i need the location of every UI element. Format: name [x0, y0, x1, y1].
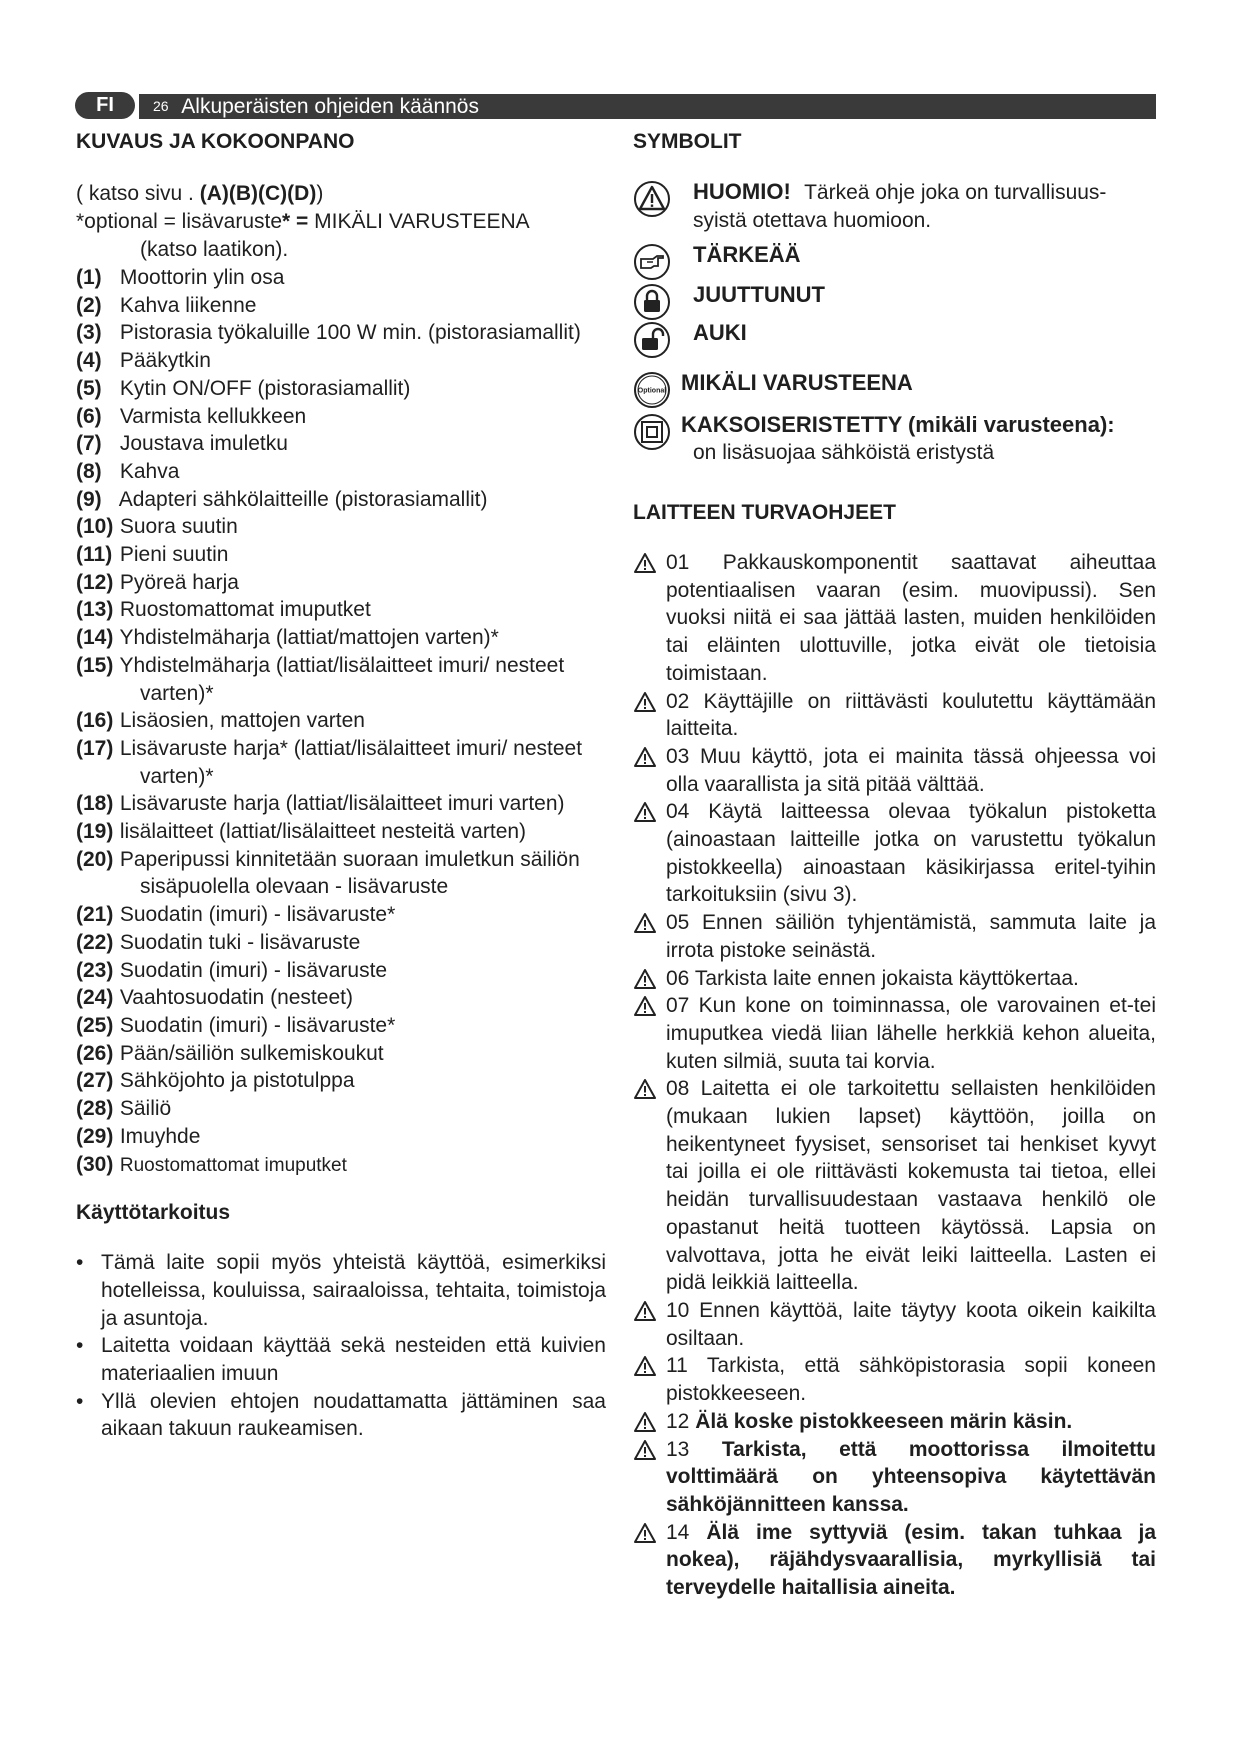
- intro: [76, 180, 606, 264]
- part-item: (11) Pieni suutin: [76, 543, 229, 567]
- warning-triangle-icon: [633, 1411, 657, 1433]
- purpose-bullet: • Yllä olevien ehtojen noudattamatta jättäminen saa aikaan takuun raukeamisen.: [76, 1388, 606, 1443]
- safety-item: [633, 1436, 1156, 1519]
- pointing-hand-icon: [633, 243, 671, 281]
- safety-item: [633, 549, 1156, 688]
- warning-triangle-icon: [633, 1078, 657, 1100]
- safety-item: [633, 965, 1156, 993]
- safety-list: [633, 549, 1156, 1602]
- part-item: (12) Pyöreä harja: [76, 570, 239, 594]
- page-header: [75, 92, 1156, 119]
- safety-item-number: 06: [666, 966, 690, 990]
- safety-title: LAITTEEN TURVAOHJEET: [633, 501, 896, 524]
- part-item: (3) Pistorasia työkaluille 100 W min. (pistorasiamallit): [76, 321, 581, 345]
- lock-closed-icon: [633, 283, 671, 321]
- part-item: (7) Joustava imuletku: [76, 432, 288, 456]
- safety-item-text: Tarkista, että sähköpistorasia sopii koneen pistokkeeseen.: [666, 1354, 1156, 1406]
- part-item: (18) Lisävaruste harja (lattiat/lisälaitteet imuri varten): [76, 792, 565, 816]
- section-title-description: KUVAUS JA KOKOONPANO: [76, 130, 355, 153]
- part-item: (23) Suodatin (imuri) - lisävaruste: [76, 958, 388, 982]
- safety-item-text: Käytä laitteessa olevaa työkalun pistoketta (ainoastaan laitteille jotka on varustettu työkalun pistokkeella) ainoastaan käsikirjassa eritel-tyihin tarkoituksiin (sivu 3).: [666, 800, 1156, 907]
- part-item: (14) Yhdistelmäharja (lattiat/mattojen varten)*: [76, 626, 499, 650]
- warning-triangle-icon: [633, 552, 657, 574]
- part-item: (17) Lisävaruste harja* (lattiat/lisälaitteet imuri/ nesteet varten)*: [76, 736, 583, 788]
- warning-triangle-icon: [633, 801, 657, 823]
- part-item: (8) Kahva: [76, 459, 180, 483]
- safety-item-number: 05: [666, 911, 690, 935]
- safety-item: [633, 992, 1156, 1075]
- safety-item-text: Muu käyttö, jota ei mainita tässä ohjeessa voi olla vaarallista ja sitä pitää välttää.: [666, 744, 1156, 796]
- part-item: (10) Suora suutin: [76, 515, 238, 539]
- part-item: (5) Kytin ON/OFF (pistorasiamallit): [76, 376, 411, 400]
- purpose-list: [76, 1249, 606, 1443]
- optional-line: *optional = lisävaruste* = MIKÄLI VARUSTEENA: [76, 210, 530, 233]
- safety-item: [633, 1297, 1156, 1352]
- warning-triangle-icon: [633, 1355, 657, 1377]
- safety-item-text: Ennen säiliön tyhjentämistä, sammuta laite ja irrota pistoke seinästä.: [666, 911, 1156, 962]
- safety-item-number: 03: [666, 744, 690, 768]
- part-item: (1) Moottorin ylin osa: [76, 266, 285, 289]
- part-item: (6) Varmista kellukkeen: [76, 404, 307, 428]
- safety-item-text: Kun kone on toiminnassa, ole varovainen et-tei imuputkea viedä liian lähelle herkkiä kehon alueita, kuten silmiä, suuta tai korvia.: [666, 994, 1156, 1073]
- warning-triangle-icon: [633, 691, 657, 713]
- safety-item-text: Älä koske pistokkeeseen märin käsin.: [695, 1409, 1073, 1433]
- symbols-list: [633, 178, 1156, 467]
- safety-item: [633, 1408, 1156, 1436]
- double-insulation-icon: [633, 413, 671, 451]
- safety-item-text: Ennen käyttöä, laite täytyy koota oikein kaikilta osiltaan.: [666, 1298, 1156, 1350]
- part-item: (16) Lisäosien, mattojen varten: [76, 709, 365, 733]
- safety-item: [633, 798, 1156, 909]
- part-item: (26) Pään/säiliön sulkemiskoukut: [76, 1041, 384, 1065]
- warning-triangle-icon: [633, 746, 657, 768]
- safety-item-number: 14: [666, 1520, 690, 1544]
- page-number: 26: [153, 98, 169, 114]
- safety-item: [633, 1519, 1156, 1602]
- safety-item-number: 11: [666, 1354, 688, 1378]
- warning-triangle-icon: [633, 995, 657, 1017]
- safety-item-number: 10: [666, 1298, 690, 1322]
- warning-triangle-icon: [633, 1522, 657, 1544]
- see-page-line: ( katso sivu . (A)(B)(C)(D)): [76, 182, 324, 205]
- part-item: (25) Suodatin (imuri) - lisävaruste*: [76, 1013, 396, 1037]
- part-item: (29) Imuyhde: [76, 1124, 201, 1148]
- safety-item-text: Laitetta ei ole tarkoitettu sellaisten henkilöiden (mukaan lukien lapset) käyttöön, joilla on heikentyneet fyysiset, sensoriset tai henkiset kyvyt tai joilla ei ole riittävästi kokemusta tai tietoa, ellei heidän turvallisuudestaan vastaava henkilö ole opastanut heitä tuotteen käytössä. Lapsia on valvottava, jotta he eivät leiki laitteella. Lasten ei pidä leikkiä laitteella.: [666, 1077, 1156, 1295]
- part-item: (27) Sähköjohto ja pistotulppa: [76, 1069, 355, 1093]
- safety-item-number: 13: [666, 1437, 690, 1461]
- safety-item-number: 08: [666, 1077, 690, 1101]
- parts-list: [76, 264, 606, 1179]
- part-item: (4) Pääkytkin: [76, 349, 211, 373]
- purpose-bullet: • Tämä laite sopii myös yhteistä käyttöä, esimerkiksi hotelleissa, kouluissa, sairaaloissa, tehtaita, toimistoja ja asuntoja.: [76, 1249, 606, 1332]
- lock-open-icon: [633, 321, 671, 359]
- symbol-open: AUKI: [633, 319, 1156, 347]
- safety-item-text: Tarkista, että moottorissa ilmoitettu volttimäärä on yhteensopiva käytettävän sähköjännitteen kanssa.: [666, 1437, 1156, 1516]
- optional-icon: [633, 371, 671, 409]
- optional-line-cont: (katso laatikon).: [140, 238, 289, 261]
- warning-triangle-icon: [633, 1439, 657, 1461]
- purpose-title: Käyttötarkoitus: [76, 1201, 231, 1225]
- part-item: (19) lisälaitteet (lattiat/lisälaitteet nesteitä varten): [76, 820, 527, 844]
- symbol-double-insulation: KAKSOISERISTETTY (mikäli varusteena): on lisäsuojaa sähköistä eristystä: [633, 411, 1156, 467]
- symbol-attention: HUOMIO! Tärkeä ohje joka on turvallisuus-syistä otettava huomioon.: [633, 178, 1156, 235]
- safety-item-number: 07: [666, 994, 690, 1018]
- part-item: (9) Adapteri sähkölaitteille (pistorasiamallit): [76, 487, 488, 511]
- symbols-title: SYMBOLIT: [633, 130, 742, 153]
- safety-item: [633, 743, 1156, 798]
- safety-item: [633, 909, 1156, 964]
- part-item: (30) Ruostomattomat imuputket: [76, 1152, 347, 1176]
- part-item: (28) Säiliö: [76, 1097, 172, 1121]
- part-item: (20) Paperipussi kinnitetään suoraan imuletkun säiliön sisäpuolella olevaan - lisävaruste: [76, 847, 580, 899]
- safety-item: [633, 1075, 1156, 1297]
- part-item: (2) Kahva liikenne: [76, 293, 257, 317]
- symbol-locked: JUUTTUNUT: [633, 281, 1156, 309]
- warning-triangle-icon: [633, 1300, 657, 1322]
- part-item: (21) Suodatin (imuri) - lisävaruste*: [76, 903, 396, 927]
- safety-item-text: Tarkista laite ennen jokaista käyttökertaa.: [694, 966, 1079, 990]
- safety-item-number: 02: [666, 689, 690, 713]
- purpose-bullet: • Laitetta voidaan käyttää sekä nesteiden että kuivien materiaalien imuun: [76, 1332, 606, 1387]
- safety-item-number: 12: [666, 1409, 690, 1433]
- safety-item-text: Älä ime syttyviä (esim. takan tuhkaa ja nokea), räjähdysvaarallisia, myrkyllisiä tai terveydelle haitallisia aineita.: [666, 1520, 1157, 1600]
- header-bar: [139, 94, 1156, 119]
- safety-item: [633, 688, 1156, 743]
- optional-icon-label: Optional: [637, 387, 667, 395]
- part-item: (15) Yhdistelmäharja (lattiat/lisälaitteet imuri/ nesteet varten)*: [76, 653, 565, 705]
- safety-item-text: Pakkauskomponentit saattavat aiheuttaa potentiaalisen vaaran (esim. muovipussi). Sen vuoksi niitä ei saa jättää lasten, muiden henkilöiden tai eläinten ulottuville, jotka eivät ole tietoisia toimistaan.: [666, 551, 1156, 685]
- language-badge: FI: [75, 92, 135, 119]
- symbol-important: TÄRKEÄÄ: [633, 241, 1156, 269]
- warning-triangle-icon: [633, 968, 657, 990]
- safety-item-text: Käyttäjille on riittävästi koulutettu käyttämään laitteita.: [666, 689, 1156, 741]
- symbol-optional: Optional MIKÄLI VARUSTEENA: [633, 369, 1156, 397]
- part-item: (24) Vaahtosuodatin (nesteet): [76, 986, 353, 1010]
- safety-item: [633, 1352, 1156, 1407]
- part-item: (22) Suodatin tuki - lisävaruste: [76, 930, 361, 954]
- safety-item-number: 01: [666, 551, 690, 574]
- right-column: [633, 128, 1156, 1602]
- part-item: (13) Ruostomattomat imuputket: [76, 598, 371, 622]
- header-title: Alkuperäisten ohjeiden käännös: [181, 95, 479, 118]
- warning-icon: [633, 180, 671, 218]
- warning-triangle-icon: [633, 912, 657, 934]
- safety-item-number: 04: [666, 800, 690, 824]
- left-column: [76, 128, 606, 1443]
